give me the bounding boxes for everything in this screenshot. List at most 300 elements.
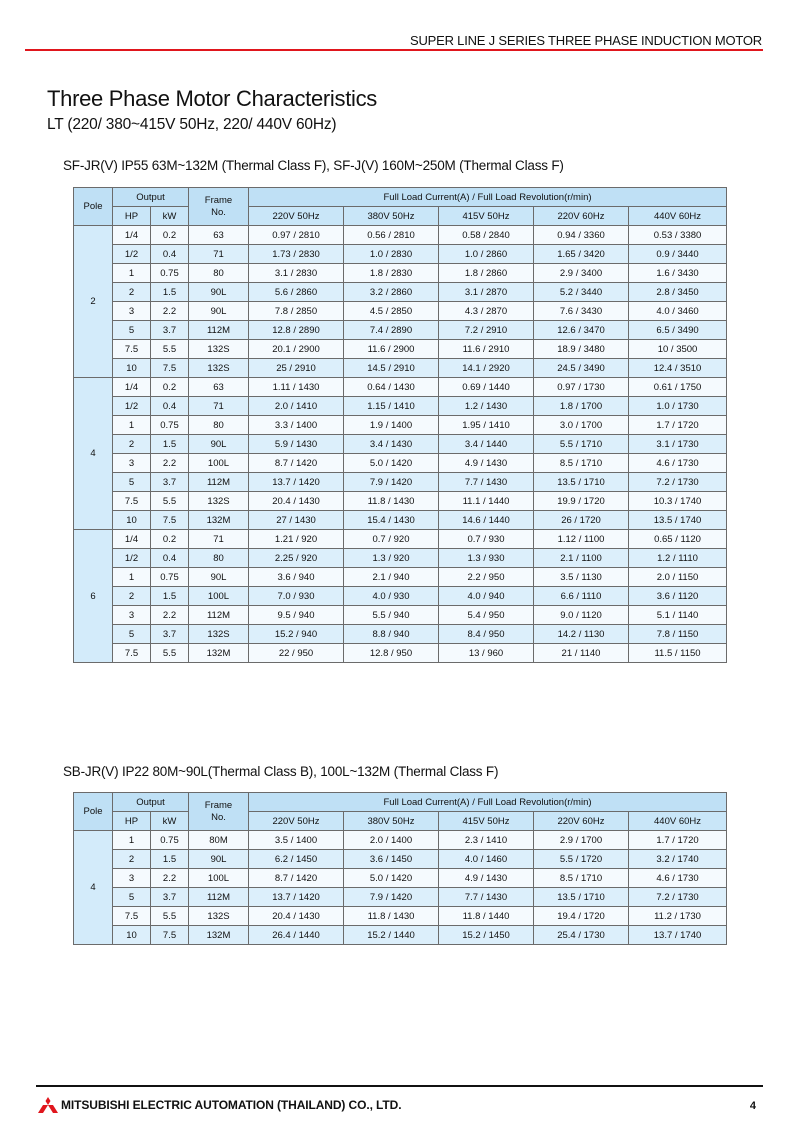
hp-cell: 2: [113, 587, 151, 606]
current-revolution-cell: 5.1 / 1140: [629, 606, 727, 625]
kw-cell: 5.5: [151, 644, 189, 663]
hp-cell: 7.5: [113, 644, 151, 663]
current-revolution-cell: 2.8 / 3450: [629, 283, 727, 302]
current-revolution-cell: 6.2 / 1450: [249, 850, 344, 869]
current-revolution-cell: 18.9 / 3480: [534, 340, 629, 359]
table-row: [74, 492, 727, 511]
col-header-voltage: 220V 50Hz: [249, 207, 344, 226]
current-revolution-cell: 0.69 / 1440: [439, 378, 534, 397]
current-revolution-cell: 12.8 / 950: [344, 644, 439, 663]
table-row: [74, 454, 727, 473]
kw-cell: 2.2: [151, 606, 189, 625]
current-revolution-cell: 11.8 / 1440: [439, 907, 534, 926]
header-row: [74, 793, 727, 812]
current-revolution-cell: 0.61 / 1750: [629, 378, 727, 397]
kw-cell: 1.5: [151, 435, 189, 454]
current-revolution-cell: 14.2 / 1130: [534, 625, 629, 644]
current-revolution-cell: 4.6 / 1730: [629, 869, 727, 888]
frame-cell: 112M: [189, 473, 249, 492]
table-row: [74, 511, 727, 530]
current-revolution-cell: 20.1 / 2900: [249, 340, 344, 359]
current-revolution-cell: 4.9 / 1430: [439, 869, 534, 888]
current-revolution-cell: 3.1 / 1730: [629, 435, 727, 454]
frame-cell: 132S: [189, 359, 249, 378]
frame-cell: 71: [189, 397, 249, 416]
col-header-voltage: 440V 60Hz: [629, 207, 727, 226]
frame-cell: 132M: [189, 644, 249, 663]
hp-cell: 10: [113, 359, 151, 378]
current-revolution-cell: 2.0 / 1410: [249, 397, 344, 416]
table-row: [74, 264, 727, 283]
hp-cell: 2: [113, 435, 151, 454]
current-revolution-cell: 10 / 3500: [629, 340, 727, 359]
hp-cell: 2: [113, 850, 151, 869]
table-row: [74, 568, 727, 587]
current-revolution-cell: 4.3 / 2870: [439, 302, 534, 321]
current-revolution-cell: 1.7 / 1720: [629, 416, 727, 435]
spec-table-sb-jr: [73, 792, 727, 945]
current-revolution-cell: 3.3 / 1400: [249, 416, 344, 435]
kw-cell: 1.5: [151, 283, 189, 302]
hp-cell: 1/4: [113, 530, 151, 549]
current-revolution-cell: 4.5 / 2850: [344, 302, 439, 321]
kw-cell: 7.5: [151, 926, 189, 945]
current-revolution-cell: 7.2 / 1730: [629, 473, 727, 492]
col-header-voltage: 220V 60Hz: [534, 812, 629, 831]
current-revolution-cell: 11.6 / 2910: [439, 340, 534, 359]
current-revolution-cell: 7.2 / 1730: [629, 888, 727, 907]
frame-cell: 80: [189, 549, 249, 568]
frame-cell: 71: [189, 530, 249, 549]
current-revolution-cell: 8.7 / 1420: [249, 869, 344, 888]
current-revolution-cell: 19.9 / 1720: [534, 492, 629, 511]
current-revolution-cell: 13.5 / 1710: [534, 888, 629, 907]
current-revolution-cell: 13.7 / 1420: [249, 888, 344, 907]
frame-cell: 80: [189, 416, 249, 435]
current-revolution-cell: 7.8 / 2850: [249, 302, 344, 321]
kw-cell: 0.4: [151, 397, 189, 416]
current-revolution-cell: 11.5 / 1150: [629, 644, 727, 663]
hp-cell: 10: [113, 926, 151, 945]
page-subtitle: LT (220/ 380~415V 50Hz, 220/ 440V 60Hz): [47, 116, 337, 133]
col-header-hp: HP: [113, 812, 151, 831]
header-rule: [25, 49, 763, 51]
current-revolution-cell: 4.0 / 3460: [629, 302, 727, 321]
table-row: [74, 340, 727, 359]
page-number: 4: [749, 1100, 756, 1112]
current-revolution-cell: 3.1 / 2870: [439, 283, 534, 302]
hp-cell: 3: [113, 302, 151, 321]
hp-cell: 5: [113, 321, 151, 340]
frame-cell: 132S: [189, 340, 249, 359]
hp-cell: 7.5: [113, 492, 151, 511]
frame-cell: 80M: [189, 831, 249, 850]
table-row: [74, 888, 727, 907]
frame-cell: 63: [189, 378, 249, 397]
current-revolution-cell: 2.9 / 1700: [534, 831, 629, 850]
kw-cell: 5.5: [151, 907, 189, 926]
kw-cell: 5.5: [151, 492, 189, 511]
hp-cell: 1/2: [113, 397, 151, 416]
hp-cell: 5: [113, 473, 151, 492]
hp-cell: 1/2: [113, 549, 151, 568]
current-revolution-cell: 0.53 / 3380: [629, 226, 727, 245]
col-header-pole: Pole: [74, 188, 113, 226]
current-revolution-cell: 2.9 / 3400: [534, 264, 629, 283]
current-revolution-cell: 4.0 / 930: [344, 587, 439, 606]
current-revolution-cell: 1.3 / 930: [439, 549, 534, 568]
hp-cell: 1/2: [113, 245, 151, 264]
current-revolution-cell: 12.4 / 3510: [629, 359, 727, 378]
hp-cell: 10: [113, 511, 151, 530]
table-row: [74, 397, 727, 416]
current-revolution-cell: 7.0 / 930: [249, 587, 344, 606]
kw-cell: 3.7: [151, 321, 189, 340]
col-header-voltage: 440V 60Hz: [629, 812, 727, 831]
table-row: [74, 625, 727, 644]
frame-cell: 112M: [189, 888, 249, 907]
current-revolution-cell: 10.3 / 1740: [629, 492, 727, 511]
current-revolution-cell: 1.95 / 1410: [439, 416, 534, 435]
current-revolution-cell: 13.7 / 1740: [629, 926, 727, 945]
hp-cell: 1/4: [113, 226, 151, 245]
current-revolution-cell: 15.2 / 1440: [344, 926, 439, 945]
table-row: [74, 473, 727, 492]
hp-cell: 7.5: [113, 340, 151, 359]
frame-cell: 100L: [189, 869, 249, 888]
footer: [37, 1097, 401, 1113]
series-title: SUPER LINE J SERIES THREE PHASE INDUCTION MOTOR: [409, 33, 762, 48]
current-revolution-cell: 9.0 / 1120: [534, 606, 629, 625]
frame-cell: 90L: [189, 435, 249, 454]
current-revolution-cell: 1.7 / 1720: [629, 831, 727, 850]
hp-cell: 3: [113, 869, 151, 888]
pole-cell: 4: [74, 831, 113, 945]
footer-rule: [36, 1085, 763, 1087]
current-revolution-cell: 6.5 / 3490: [629, 321, 727, 340]
current-revolution-cell: 8.7 / 1420: [249, 454, 344, 473]
current-revolution-cell: 1.2 / 1110: [629, 549, 727, 568]
current-revolution-cell: 1.73 / 2830: [249, 245, 344, 264]
current-revolution-cell: 3.2 / 1740: [629, 850, 727, 869]
table-row: [74, 907, 727, 926]
current-revolution-cell: 1.8 / 1700: [534, 397, 629, 416]
frame-cell: 132S: [189, 907, 249, 926]
kw-cell: 7.5: [151, 359, 189, 378]
hp-cell: 1: [113, 416, 151, 435]
col-header-kw: kW: [151, 207, 189, 226]
frame-cell: 100L: [189, 587, 249, 606]
table-row: [74, 321, 727, 340]
col-header-hp: HP: [113, 207, 151, 226]
table-row: [74, 926, 727, 945]
table-row: [74, 416, 727, 435]
col-header-output: Output: [113, 793, 189, 812]
current-revolution-cell: 19.4 / 1720: [534, 907, 629, 926]
kw-cell: 1.5: [151, 587, 189, 606]
current-revolution-cell: 12.6 / 3470: [534, 321, 629, 340]
pole-cell: 4: [74, 378, 113, 530]
current-revolution-cell: 7.7 / 1430: [439, 473, 534, 492]
current-revolution-cell: 8.4 / 950: [439, 625, 534, 644]
current-revolution-cell: 26 / 1720: [534, 511, 629, 530]
frame-cell: 80: [189, 264, 249, 283]
current-revolution-cell: 15.2 / 1450: [439, 926, 534, 945]
current-revolution-cell: 7.6 / 3430: [534, 302, 629, 321]
current-revolution-cell: 4.6 / 1730: [629, 454, 727, 473]
frame-cell: 112M: [189, 606, 249, 625]
kw-cell: 7.5: [151, 511, 189, 530]
col-header-pole: Pole: [74, 793, 113, 831]
current-revolution-cell: 0.7 / 930: [439, 530, 534, 549]
current-revolution-cell: 7.9 / 1420: [344, 888, 439, 907]
table-row: [74, 606, 727, 625]
hp-cell: 3: [113, 454, 151, 473]
kw-cell: 3.7: [151, 888, 189, 907]
current-revolution-cell: 20.4 / 1430: [249, 492, 344, 511]
current-revolution-cell: 3.4 / 1440: [439, 435, 534, 454]
frame-cell: 90L: [189, 568, 249, 587]
current-revolution-cell: 0.56 / 2810: [344, 226, 439, 245]
col-header-voltage: 415V 50Hz: [439, 207, 534, 226]
col-header-frame: Frame No.: [189, 793, 249, 831]
frame-cell: 132M: [189, 511, 249, 530]
current-revolution-cell: 14.6 / 1440: [439, 511, 534, 530]
current-revolution-cell: 4.9 / 1430: [439, 454, 534, 473]
section-title-sf-jr: SF-JR(V) IP55 63M~132M (Thermal Class F), SF-J(V) 160M~250M (Thermal Class F): [63, 158, 564, 173]
current-revolution-cell: 1.8 / 2860: [439, 264, 534, 283]
hp-cell: 1: [113, 568, 151, 587]
subheader-row: [74, 207, 727, 226]
current-revolution-cell: 2.3 / 1410: [439, 831, 534, 850]
current-revolution-cell: 2.25 / 920: [249, 549, 344, 568]
table-row: [74, 831, 727, 850]
current-revolution-cell: 0.7 / 920: [344, 530, 439, 549]
table-row: [74, 435, 727, 454]
current-revolution-cell: 1.0 / 1730: [629, 397, 727, 416]
current-revolution-cell: 15.2 / 940: [249, 625, 344, 644]
kw-cell: 5.5: [151, 340, 189, 359]
kw-cell: 0.2: [151, 378, 189, 397]
current-revolution-cell: 5.4 / 950: [439, 606, 534, 625]
current-revolution-cell: 7.8 / 1150: [629, 625, 727, 644]
current-revolution-cell: 0.65 / 1120: [629, 530, 727, 549]
kw-cell: 1.5: [151, 850, 189, 869]
table-row: [74, 245, 727, 264]
current-revolution-cell: 4.0 / 1460: [439, 850, 534, 869]
current-revolution-cell: 14.1 / 2920: [439, 359, 534, 378]
current-revolution-cell: 7.7 / 1430: [439, 888, 534, 907]
header-row: [74, 188, 727, 207]
current-revolution-cell: 7.2 / 2910: [439, 321, 534, 340]
table-row: [74, 850, 727, 869]
current-revolution-cell: 27 / 1430: [249, 511, 344, 530]
kw-cell: 3.7: [151, 625, 189, 644]
hp-cell: 1/4: [113, 378, 151, 397]
section-title-sb-jr: SB-JR(V) IP22 80M~90L(Thermal Class B), 100L~132M (Thermal Class F): [63, 764, 499, 779]
current-revolution-cell: 5.2 / 3440: [534, 283, 629, 302]
hp-cell: 5: [113, 888, 151, 907]
table-row: [74, 644, 727, 663]
current-revolution-cell: 8.8 / 940: [344, 625, 439, 644]
kw-cell: 0.2: [151, 530, 189, 549]
current-revolution-cell: 1.21 / 920: [249, 530, 344, 549]
current-revolution-cell: 11.8 / 1430: [344, 907, 439, 926]
col-header-voltage: 415V 50Hz: [439, 812, 534, 831]
current-revolution-cell: 5.0 / 1420: [344, 454, 439, 473]
current-revolution-cell: 11.1 / 1440: [439, 492, 534, 511]
current-revolution-cell: 5.5 / 1710: [534, 435, 629, 454]
current-revolution-cell: 5.5 / 940: [344, 606, 439, 625]
col-header-frame: Frame No.: [189, 188, 249, 226]
pole-cell: 6: [74, 530, 113, 663]
current-revolution-cell: 1.6 / 3430: [629, 264, 727, 283]
current-revolution-cell: 3.0 / 1700: [534, 416, 629, 435]
current-revolution-cell: 0.58 / 2840: [439, 226, 534, 245]
current-revolution-cell: 8.5 / 1710: [534, 454, 629, 473]
current-revolution-cell: 25.4 / 1730: [534, 926, 629, 945]
table-row: [74, 587, 727, 606]
hp-cell: 5: [113, 625, 151, 644]
kw-cell: 0.2: [151, 226, 189, 245]
current-revolution-cell: 0.9 / 3440: [629, 245, 727, 264]
current-revolution-cell: 9.5 / 940: [249, 606, 344, 625]
current-revolution-cell: 2.0 / 1150: [629, 568, 727, 587]
table-row: [74, 359, 727, 378]
current-revolution-cell: 7.9 / 1420: [344, 473, 439, 492]
frame-cell: 132S: [189, 625, 249, 644]
frame-cell: 71: [189, 245, 249, 264]
table-row: [74, 549, 727, 568]
col-header-full-load: Full Load Current(A) / Full Load Revolution(r/min): [249, 793, 727, 812]
frame-cell: 132M: [189, 926, 249, 945]
mitsubishi-logo-icon: [37, 1097, 59, 1113]
current-revolution-cell: 3.4 / 1430: [344, 435, 439, 454]
kw-cell: 2.2: [151, 869, 189, 888]
current-revolution-cell: 5.9 / 1430: [249, 435, 344, 454]
company-name: MITSUBISHI ELECTRIC AUTOMATION (THAILAND) CO., LTD.: [61, 1098, 402, 1112]
current-revolution-cell: 13.7 / 1420: [249, 473, 344, 492]
kw-cell: 2.2: [151, 302, 189, 321]
frame-cell: 112M: [189, 321, 249, 340]
hp-cell: 7.5: [113, 907, 151, 926]
current-revolution-cell: 12.8 / 2890: [249, 321, 344, 340]
current-revolution-cell: 1.15 / 1410: [344, 397, 439, 416]
frame-cell: 90L: [189, 283, 249, 302]
current-revolution-cell: 20.4 / 1430: [249, 907, 344, 926]
current-revolution-cell: 21 / 1140: [534, 644, 629, 663]
current-revolution-cell: 24.5 / 3490: [534, 359, 629, 378]
current-revolution-cell: 1.65 / 3420: [534, 245, 629, 264]
current-revolution-cell: 1.8 / 2830: [344, 264, 439, 283]
frame-cell: 90L: [189, 850, 249, 869]
current-revolution-cell: 11.8 / 1430: [344, 492, 439, 511]
table-row: [74, 302, 727, 321]
current-revolution-cell: 0.64 / 1430: [344, 378, 439, 397]
frame-cell: 132S: [189, 492, 249, 511]
current-revolution-cell: 2.1 / 1100: [534, 549, 629, 568]
spec-table-sf-jr: [73, 187, 727, 663]
current-revolution-cell: 1.0 / 2860: [439, 245, 534, 264]
current-revolution-cell: 0.97 / 1730: [534, 378, 629, 397]
table-row: [74, 283, 727, 302]
col-header-kw: kW: [151, 812, 189, 831]
current-revolution-cell: 1.9 / 1400: [344, 416, 439, 435]
current-revolution-cell: 7.4 / 2890: [344, 321, 439, 340]
col-header-voltage: 380V 50Hz: [344, 207, 439, 226]
subheader-row: [74, 812, 727, 831]
current-revolution-cell: 3.6 / 940: [249, 568, 344, 587]
table-row: [74, 226, 727, 245]
hp-cell: 2: [113, 283, 151, 302]
hp-cell: 1: [113, 831, 151, 850]
col-header-full-load: Full Load Current(A) / Full Load Revolution(r/min): [249, 188, 727, 207]
current-revolution-cell: 3.6 / 1450: [344, 850, 439, 869]
table-row: [74, 378, 727, 397]
table-row: [74, 530, 727, 549]
current-revolution-cell: 25 / 2910: [249, 359, 344, 378]
page-title: Three Phase Motor Characteristics: [47, 86, 378, 111]
current-revolution-cell: 0.94 / 3360: [534, 226, 629, 245]
current-revolution-cell: 2.0 / 1400: [344, 831, 439, 850]
kw-cell: 0.4: [151, 549, 189, 568]
current-revolution-cell: 1.12 / 1100: [534, 530, 629, 549]
current-revolution-cell: 11.6 / 2900: [344, 340, 439, 359]
kw-cell: 2.2: [151, 454, 189, 473]
current-revolution-cell: 5.6 / 2860: [249, 283, 344, 302]
kw-cell: 0.75: [151, 416, 189, 435]
current-revolution-cell: 1.2 / 1430: [439, 397, 534, 416]
current-revolution-cell: 3.5 / 1130: [534, 568, 629, 587]
frame-cell: 100L: [189, 454, 249, 473]
current-revolution-cell: 1.11 / 1430: [249, 378, 344, 397]
current-revolution-cell: 15.4 / 1430: [344, 511, 439, 530]
current-revolution-cell: 3.2 / 2860: [344, 283, 439, 302]
current-revolution-cell: 13 / 960: [439, 644, 534, 663]
current-revolution-cell: 22 / 950: [249, 644, 344, 663]
kw-cell: 3.7: [151, 473, 189, 492]
table-row: [74, 869, 727, 888]
current-revolution-cell: 5.5 / 1720: [534, 850, 629, 869]
current-revolution-cell: 3.1 / 2830: [249, 264, 344, 283]
current-revolution-cell: 13.5 / 1710: [534, 473, 629, 492]
current-revolution-cell: 13.5 / 1740: [629, 511, 727, 530]
current-revolution-cell: 1.3 / 920: [344, 549, 439, 568]
frame-cell: 90L: [189, 302, 249, 321]
pole-cell: 2: [74, 226, 113, 378]
current-revolution-cell: 26.4 / 1440: [249, 926, 344, 945]
current-revolution-cell: 1.0 / 2830: [344, 245, 439, 264]
current-revolution-cell: 3.5 / 1400: [249, 831, 344, 850]
current-revolution-cell: 14.5 / 2910: [344, 359, 439, 378]
current-revolution-cell: 6.6 / 1110: [534, 587, 629, 606]
col-header-voltage: 380V 50Hz: [344, 812, 439, 831]
current-revolution-cell: 0.97 / 2810: [249, 226, 344, 245]
current-revolution-cell: 11.2 / 1730: [629, 907, 727, 926]
col-header-output: Output: [113, 188, 189, 207]
current-revolution-cell: 2.1 / 940: [344, 568, 439, 587]
kw-cell: 0.4: [151, 245, 189, 264]
kw-cell: 0.75: [151, 264, 189, 283]
current-revolution-cell: 2.2 / 950: [439, 568, 534, 587]
hp-cell: 3: [113, 606, 151, 625]
current-revolution-cell: 5.0 / 1420: [344, 869, 439, 888]
col-header-voltage: 220V 50Hz: [249, 812, 344, 831]
current-revolution-cell: 4.0 / 940: [439, 587, 534, 606]
frame-cell: 63: [189, 226, 249, 245]
current-revolution-cell: 8.5 / 1710: [534, 869, 629, 888]
current-revolution-cell: 3.6 / 1120: [629, 587, 727, 606]
